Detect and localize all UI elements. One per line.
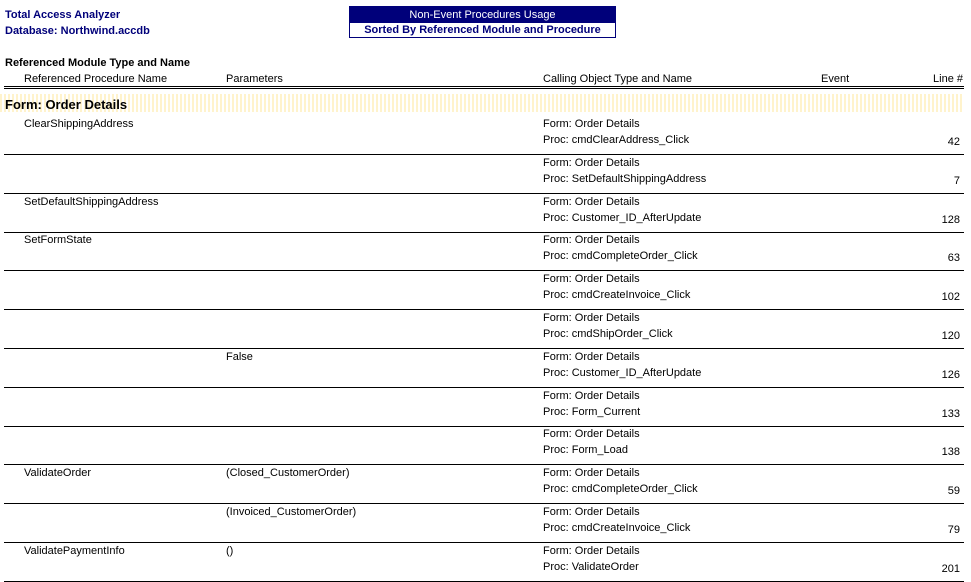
header-rule-bottom <box>4 88 964 89</box>
parameters-value: (Invoiced_CustomerOrder) <box>226 506 357 518</box>
calling-object: Form: Order Details <box>543 428 640 441</box>
line-number: 102 <box>941 291 960 304</box>
calling-procedure: Proc: Form_Current <box>543 405 641 418</box>
line-number: 120 <box>941 330 960 342</box>
table-row <box>0 155 964 194</box>
column-header-line: Line # <box>933 73 963 85</box>
group-title: Form: Order Details <box>5 97 128 112</box>
calling-object: Form: Order Details <box>543 544 640 557</box>
calling-procedure: Proc: Customer_ID_AfterUpdate <box>543 211 702 224</box>
line-number: 128 <box>941 213 960 226</box>
table-row <box>0 426 964 465</box>
table-row <box>0 271 964 310</box>
table-row <box>0 388 964 427</box>
report-title: Non-Event Procedures Usage <box>350 7 615 23</box>
calling-object: Form: Order Details <box>543 273 640 286</box>
calling-procedure: Proc: cmdClearAddress_Click <box>543 134 690 146</box>
table-row <box>0 116 964 155</box>
calling-procedure: Proc: cmdCompleteOrder_Click <box>543 250 698 263</box>
calling-object: Form: Order Details <box>543 118 640 130</box>
report-subtitle: Sorted By Referenced Module and Procedure <box>364 24 601 36</box>
line-number: 201 <box>941 562 960 575</box>
table-row <box>0 543 964 582</box>
header-rule-top <box>4 86 964 87</box>
procedure-name: SetFormState <box>24 234 92 247</box>
line-number: 63 <box>947 252 960 265</box>
line-number: 59 <box>947 485 960 498</box>
calling-object: Form: Order Details <box>543 195 640 208</box>
table-row <box>0 504 964 543</box>
table-row <box>0 194 964 233</box>
table-row <box>0 232 964 271</box>
procedure-name: ClearShippingAddress <box>24 118 134 130</box>
column-header-event: Event <box>821 73 850 85</box>
calling-object: Form: Order Details <box>543 234 640 247</box>
calling-procedure: Proc: ValidateOrder <box>543 560 639 573</box>
procedure-name: SetDefaultShippingAddress <box>24 195 159 208</box>
table-row <box>0 465 964 504</box>
calling-procedure: Proc: cmdShipOrder_Click <box>543 328 673 340</box>
group-header-band <box>0 94 964 112</box>
line-number: 138 <box>941 446 960 459</box>
calling-object: Form: Order Details <box>543 467 640 480</box>
section-label: Referenced Module Type and Name <box>5 57 191 69</box>
line-number: 133 <box>941 407 960 420</box>
procedure-name: ValidatePaymentInfo <box>24 544 125 557</box>
calling-procedure: Proc: Customer_ID_AfterUpdate <box>543 366 702 379</box>
procedure-name: ValidateOrder <box>24 467 92 480</box>
calling-object: Form: Order Details <box>543 506 640 518</box>
column-header-caller: Calling Object Type and Name <box>543 73 692 85</box>
calling-object: Form: Order Details <box>543 389 640 402</box>
calling-object: Form: Order Details <box>543 350 640 363</box>
report-title-box <box>349 6 616 38</box>
table-row <box>0 349 964 388</box>
calling-procedure: Proc: cmdCompleteOrder_Click <box>543 483 698 496</box>
app-title: Total Access Analyzer <box>5 9 121 21</box>
calling-procedure: Proc: SetDefaultShippingAddress <box>543 172 707 185</box>
calling-procedure: Proc: cmdCreateInvoice_Click <box>543 522 691 534</box>
database-name: Database: Northwind.accdb <box>5 25 150 37</box>
parameters-value: (Closed_CustomerOrder) <box>226 467 350 480</box>
parameters-value: () <box>226 544 234 557</box>
calling-object: Form: Order Details <box>543 312 640 324</box>
column-header-procedure: Referenced Procedure Name <box>24 73 168 85</box>
parameters-value: False <box>226 350 253 363</box>
column-header-parameters: Parameters <box>226 73 283 85</box>
calling-procedure: Proc: Form_Load <box>543 444 628 457</box>
line-number: 42 <box>947 136 960 148</box>
calling-object: Form: Order Details <box>543 156 640 169</box>
line-number: 79 <box>947 524 960 536</box>
line-number: 7 <box>953 174 960 187</box>
table-row <box>0 310 964 349</box>
calling-procedure: Proc: cmdCreateInvoice_Click <box>543 289 691 302</box>
line-number: 126 <box>941 368 960 381</box>
